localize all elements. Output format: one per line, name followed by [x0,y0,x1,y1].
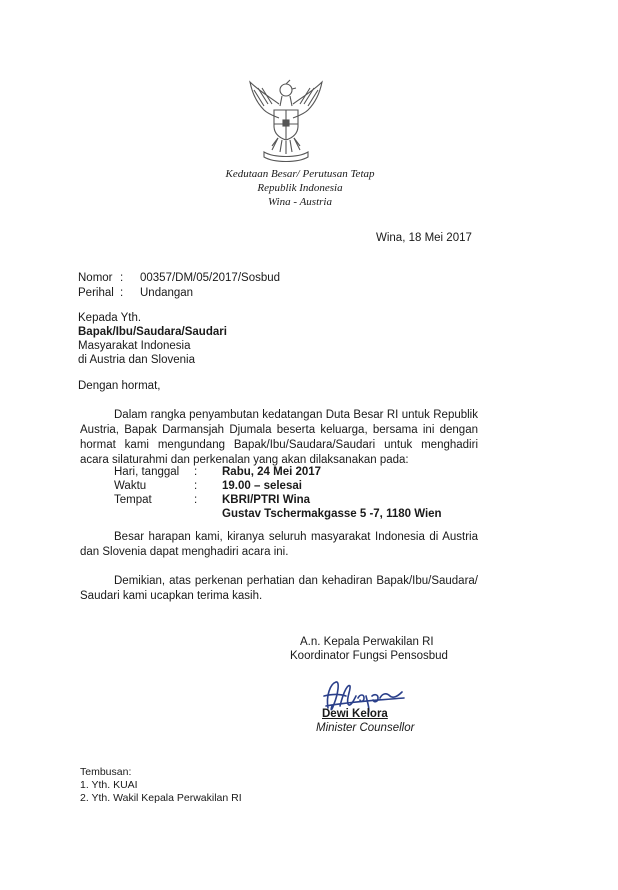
event-time-value: 19.00 – selesai [222,480,302,492]
recipient-greeting: Kepada Yth. [78,312,142,324]
embassy-country: Republik Indonesia [257,182,343,194]
event-date-label: Hari, tanggal [114,466,180,478]
salutation: Dengan hormat, [78,380,161,392]
cc-item-2: 2. Yth. Wakil Kepala Perwakilan RI [80,792,242,804]
signatory-name: Dewi Kelora [322,708,388,720]
nomor-separator: : [120,272,124,284]
recipient-name: Bapak/Ibu/Saudara/Saudari [78,326,227,338]
body-paragraph-1: Dalam rangka penyambutan kedatangan Duta Besar RI untuk Republik Austria, Bapak Darmansjah Djumala beserta keluarga, bersama ini dengan hormat kami mengundang Bapak/Ibu/Saudara/Saudari untuk menghadiri acara silaturahmi dan perkenalan yang akan dilaksanakan pada: [80,409,478,466]
perihal-separator: : [120,287,124,299]
recipient-line2: di Austria dan Slovenia [78,354,195,366]
embassy-name: Kedutaan Besar/ Perutusan Tetap [225,168,375,180]
signature-line1: A.n. Kepala Perwakilan RI [300,636,434,648]
event-time-label: Waktu [114,480,147,492]
body-paragraph-3: Demikian, atas perkenan perhatian dan kehadiran Bapak/Ibu/Saudara/ Saudari kami ucapkan terima kasih. [80,575,478,602]
perihal-value: Undangan [140,287,194,299]
perihal-label: Perihal [78,287,114,299]
event-address: Gustav Tschermakgasse 5 -7, 1180 Wien [222,508,442,520]
event-place-value: KBRI/PTRI Wina [222,494,311,506]
signature-line2: Koordinator Fungsi Pensosbud [290,650,448,662]
body-paragraph-2: Besar harapan kami, kiranya seluruh masyarakat Indonesia di Austria dan Slovenia dapat menghadiri acara ini. [80,531,478,558]
event-place-separator: : [194,494,198,506]
nomor-label: Nomor [78,272,113,284]
event-place-label: Tempat [114,494,152,506]
event-date-value: Rabu, 24 Mei 2017 [222,466,322,478]
event-time-separator: : [194,480,198,492]
garuda-emblem-icon [246,76,326,164]
recipient-line1: Masyarakat Indonesia [78,340,191,352]
event-date-separator: : [194,466,198,478]
letter-date: Wina, 18 Mei 2017 [376,232,472,244]
cc-label: Tembusan: [80,766,132,778]
nomor-value: 00357/DM/05/2017/Sosbud [140,272,281,284]
embassy-city: Wina - Austria [268,196,332,208]
cc-item-1: 1. Yth. KUAI [80,779,138,791]
signatory-title: Minister Counsellor [316,722,415,734]
